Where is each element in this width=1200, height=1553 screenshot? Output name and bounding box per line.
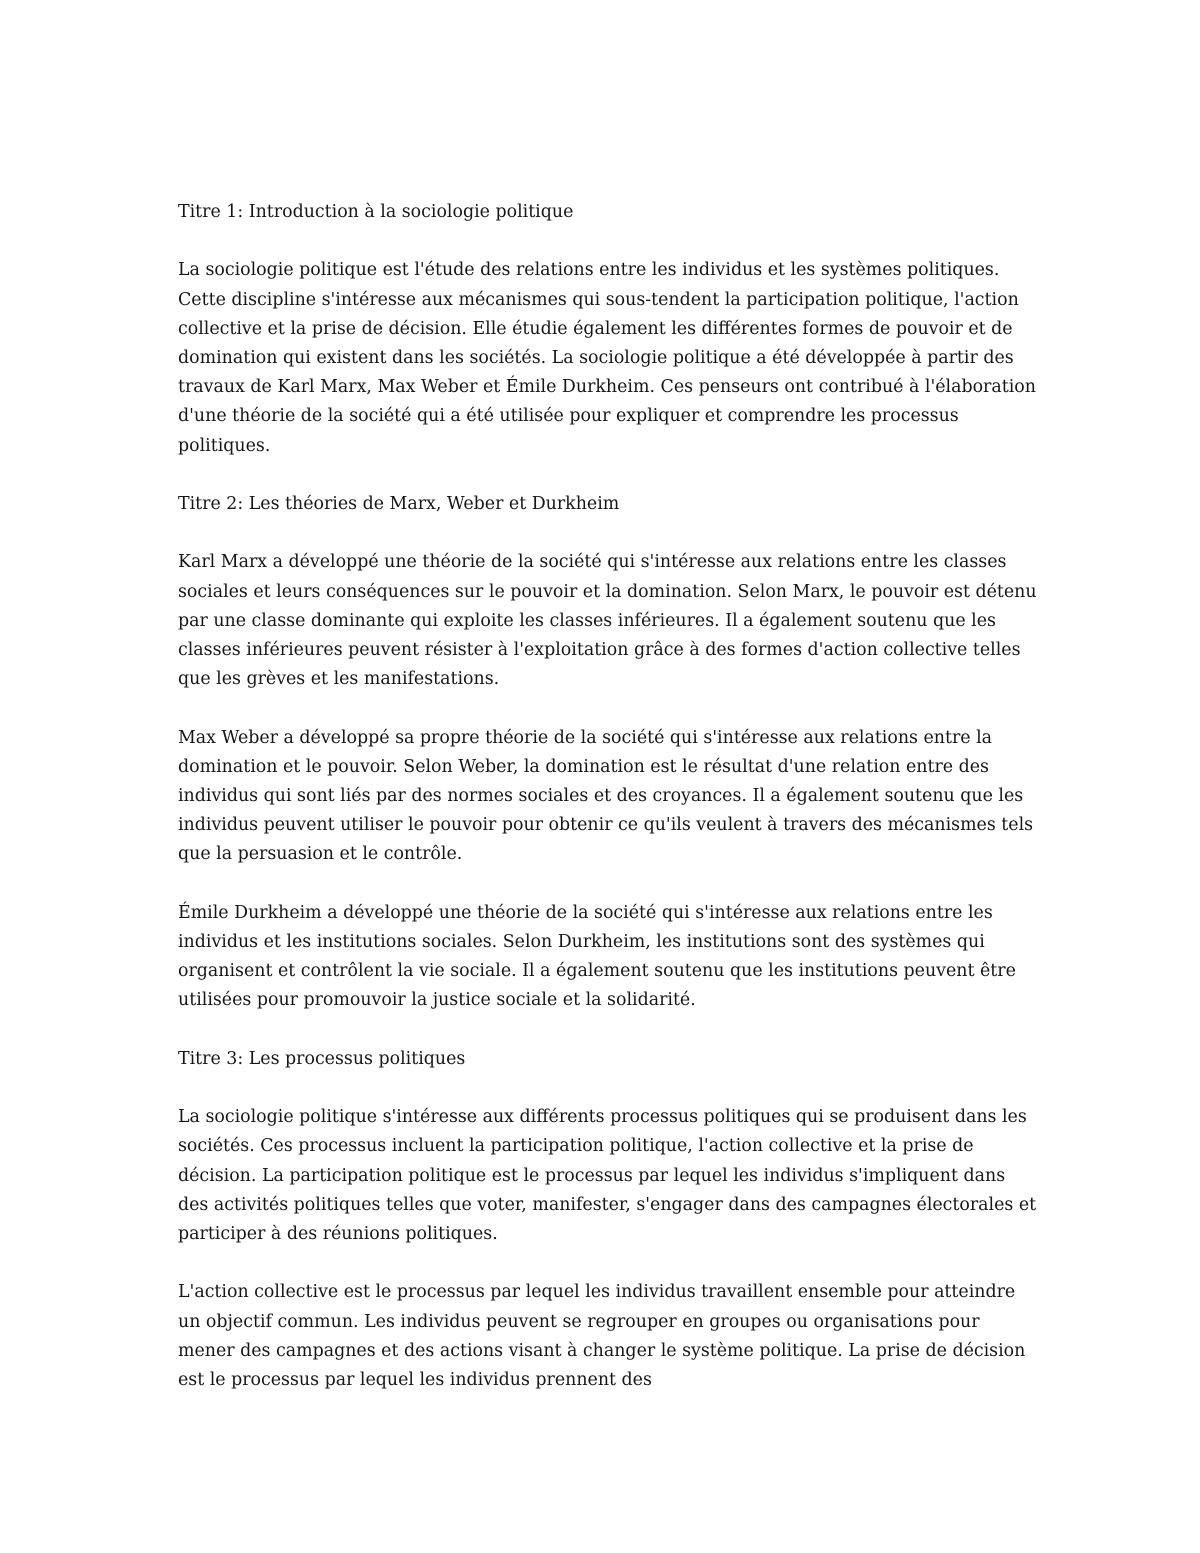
paragraph-intro: La sociologie politique est l'étude des relations entre les individus et les systèmes politiques. Cette discipline s'intéresse aux mécanismes qui sous-tendent la participation politique, l'action collective et la prise de décision. Elle étudie également les différentes formes de pouvoir et de domination qui existent dans les sociétés. La sociologie politique a été développée à partir des travaux de Karl Marx, Max Weber et Émile Durkheim. Ces penseurs ont contribué à l'élaboration d'une théorie de la société qui a été utilisée pour expliquer et comprendre les processus politiques. <box>178 260 1036 456</box>
section-heading-1: Titre 1: Introduction à la sociologie politique <box>178 202 574 222</box>
document-page <box>178 198 1038 1424</box>
paragraph-durkheim: Émile Durkheim a développé une théorie de la société qui s'intéresse aux relations entre les individus et les institutions sociales. Selon Durkheim, les institutions sont des systèmes qui organisent et contrôlent la vie sociale. Il a également soutenu que les institutions peuvent être utilisées pour promouvoir la justice sociale et la solidarité. <box>178 902 1016 1011</box>
paragraph-participation: La sociologie politique s'intéresse aux différents processus politiques qui se produisent dans les sociétés. Ces processus incluent la participation politique, l'action collective et la prise de décision. La participation politique est le processus par lequel les individus s'impliquent dans des activités politiques telles que voter, manifester, s'engager dans des campagnes électorales et participer à des réunions politiques. <box>178 1107 1037 1244</box>
paragraph-marx: Karl Marx a développé une théorie de la société qui s'intéresse aux relations entre les classes sociales et leurs conséquences sur le pouvoir et la domination. Selon Marx, le pouvoir est détenu par une classe dominante qui exploite les classes inférieures. Il a également soutenu que les classes inférieures peuvent résister à l'exploitation grâce à des formes d'action collective telles que les grèves et les manifestations. <box>178 552 1037 690</box>
paragraph-collective-action: L'action collective est le processus par lequel les individus travaillent ensemble pour atteindre un objectif commun. Les individus peuvent se regrouper en groupes ou organisations pour mener des campagnes et des actions visant à changer le système politique. La prise de décision est le processus par lequel les individus prennent des <box>178 1282 1026 1390</box>
paragraph-weber: Max Weber a développé sa propre théorie de la société qui s'intéresse aux relations entre la domination et le pouvoir. Selon Weber, la domination est le résultat d'une relation entre des individus qui sont liés par des normes sociales et des croyances. Il a également soutenu que les individus peuvent utiliser le pouvoir pour obtenir ce qu'ils veulent à travers des mécanismes tels que la persuasion et le contrôle. <box>178 727 1034 865</box>
section-heading-2: Titre 2: Les théories de Marx, Weber et Durkheim <box>178 494 620 514</box>
section-heading-3: Titre 3: Les processus politiques <box>178 1048 466 1069</box>
